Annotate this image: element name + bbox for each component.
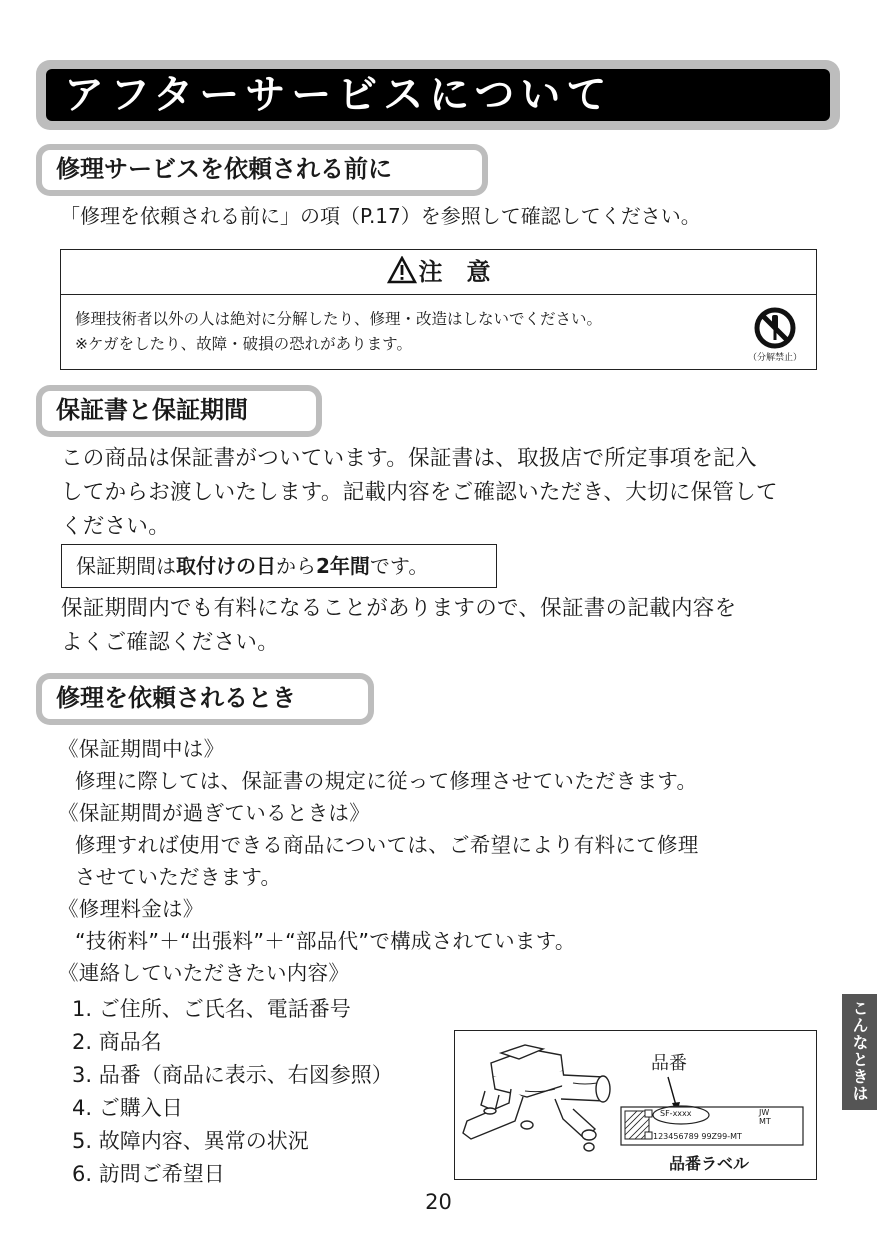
- paragraph-line: させていただきます。: [75, 865, 282, 889]
- page-title: アフターサービスについて: [46, 69, 830, 121]
- section-heading-label: 保証書と保証期間: [42, 391, 316, 431]
- warranty-start-emphasis: 取付けの日: [176, 554, 276, 578]
- caution-line-2: ※ケガをしたり、故障・破損の恐れがあります。: [75, 335, 412, 353]
- side-index-label: こんなときは: [850, 1000, 869, 1102]
- paragraph-line: この商品は保証書がついています。保証書は、取扱店で所定事項を記入: [61, 446, 757, 471]
- label-jw-mark: JW: [759, 1108, 770, 1117]
- section-heading-label: 修理サービスを依頼される前に: [42, 150, 482, 190]
- paragraph-line: 修理すれば使用できる商品については、ご希望により有料にて修理: [75, 833, 699, 857]
- paragraph-line: “技術料”＋“出張料”＋“部品代”で構成されています。: [75, 929, 576, 953]
- title-banner: [36, 60, 840, 130]
- paragraph-line: よくご確認ください。: [61, 630, 280, 655]
- list-item: 3. 品番（商品に表示、右図参照）: [72, 1063, 393, 1087]
- paragraph-line: 保証期間内でも有料になることがありますので、保証書の記載内容を: [61, 596, 737, 621]
- subheading: 《保証期間中は》: [58, 737, 225, 761]
- warranty-duration-emphasis: 2年間: [316, 554, 370, 578]
- section-heading-requesting-repair: [36, 673, 374, 725]
- section-heading-label: 修理を依頼されるとき: [42, 679, 368, 719]
- paragraph-line: 修理に際しては、保証書の規定に従って修理させていただきます。: [75, 769, 698, 793]
- product-number-pointer-label: 品番: [651, 1053, 687, 1074]
- page-number: 20: [425, 1190, 452, 1214]
- paragraph-line: ください。: [61, 514, 171, 539]
- label-product-code: SF-xxxx: [660, 1109, 692, 1118]
- label-mt-mark: MT: [759, 1117, 771, 1126]
- warranty-text: 保証期間は: [76, 554, 176, 578]
- warranty-period-box: [61, 544, 497, 588]
- caution-box: [60, 249, 817, 370]
- warranty-note: [61, 592, 736, 660]
- label-serial-number: 123456789 99Z99-MT: [653, 1132, 742, 1141]
- section-heading-warranty: [36, 385, 322, 437]
- section-heading-before-repair: [36, 144, 488, 196]
- list-item: 1. ご住所、ご氏名、電話番号: [72, 997, 351, 1021]
- no-disassembly-label: （分解禁止）: [747, 353, 802, 363]
- subheading: 《連絡していただきたい内容》: [58, 961, 350, 985]
- list-item: 4. ご購入日: [72, 1096, 183, 1120]
- no-disassembly-icon: [753, 306, 797, 350]
- subheading: 《保証期間が過ぎているときは》: [58, 801, 370, 825]
- figure-caption: 品番ラベル: [669, 1154, 750, 1173]
- faucet-illustration: [455, 1031, 816, 1179]
- list-item: 5. 故障内容、異常の状況: [72, 1129, 309, 1153]
- contact-list: [72, 993, 393, 1191]
- warranty-paragraph: [61, 442, 778, 544]
- caution-heading-label: 注 意: [418, 258, 491, 286]
- no-disassembly-sign: [745, 306, 805, 366]
- list-item: 6. 訪問ご希望日: [72, 1162, 225, 1186]
- paragraph-line: してからお渡しいたします。記載内容をご確認いただき、大切に保管して: [61, 480, 778, 505]
- subheading: 《修理料金は》: [58, 897, 204, 921]
- caution-heading: [61, 250, 816, 295]
- warning-triangle-icon: [387, 256, 417, 284]
- list-item: 2. 商品名: [72, 1030, 162, 1054]
- repair-info: [58, 733, 699, 989]
- side-index-tab: [842, 994, 877, 1110]
- product-label-figure: [454, 1030, 817, 1180]
- warranty-text: から: [276, 554, 316, 578]
- caution-line-1: 修理技術者以外の人は絶対に分解したり、修理・改造はしないでください。: [75, 310, 603, 328]
- warranty-text: です。: [369, 554, 429, 578]
- caution-text: [61, 295, 816, 357]
- section-text: 「修理を依頼される前に」の項（P.17）を参照して確認してください。: [60, 204, 701, 228]
